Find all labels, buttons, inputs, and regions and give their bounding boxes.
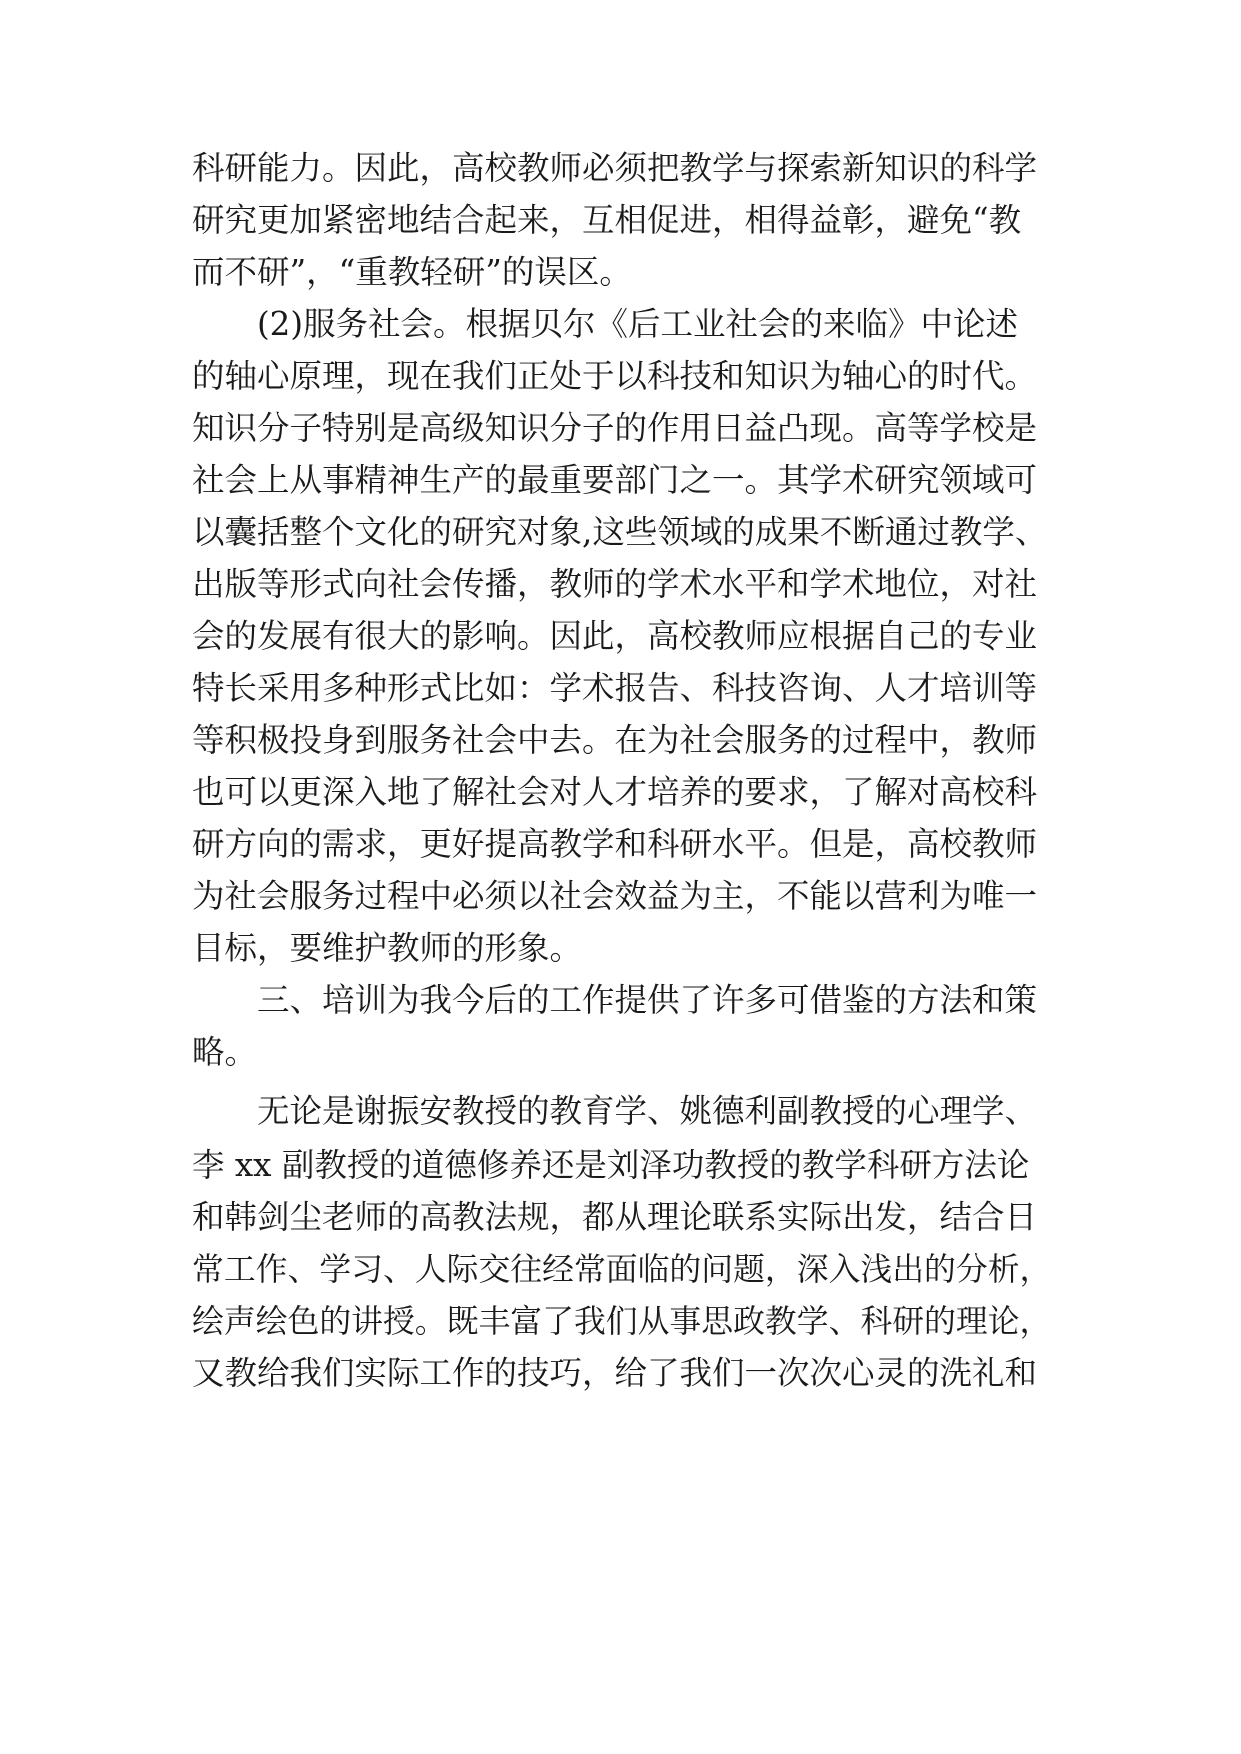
text-line: 绘声绘色的讲授。既丰富了我们从事思政教学、科研的理论， xyxy=(192,1302,1052,1340)
text-line: 特长采用多种形式比如：学术报告、科技咨询、人才培训等 xyxy=(192,669,1038,707)
text-line: 以囊括整个文化的研究对象,这些领域的成果不断通过教学、 xyxy=(192,513,1048,551)
text-line: 研究更加紧密地结合起来，互相促进，相得益彰，避免“教 xyxy=(192,201,1022,239)
section-heading-line: 略。 xyxy=(192,1033,258,1071)
text-line: 李 xx 副教授的道德修养还是刘泽功教授的教学科研方法论 xyxy=(192,1146,1030,1184)
text-line: 为社会服务过程中必须以社会效益为主，不能以营利为唯一 xyxy=(192,877,1038,915)
text-line: 也可以更深入地了解社会对人才培养的要求，了解对高校科 xyxy=(192,773,1038,811)
text-line: 知识分子特别是高级知识分子的作用日益凸现。高等学校是 xyxy=(192,409,1038,447)
text-line: 会的发展有很大的影响。因此，高校教师应根据自己的专业 xyxy=(192,617,1038,655)
text-line: 而不研”，“重教轻研”的误区。 xyxy=(192,253,632,291)
text-line: 社会上从事精神生产的最重要部门之一。其学术研究领域可 xyxy=(192,461,1038,499)
text-line: 常工作、学习、人际交往经常面临的问题，深入浅出的分析， xyxy=(192,1250,1052,1288)
text-line: 科研能力。因此，高校教师必须把教学与探索新知识的科学 xyxy=(192,149,1038,187)
text-line: 和韩剑尘老师的高教法规，都从理论联系实际出发，结合日 xyxy=(192,1198,1038,1236)
paragraph-start-line: (2)服务社会。根据贝尔《后工业社会的来临》中论述 xyxy=(257,305,1019,343)
text-line: 的轴心原理，现在我们正处于以科技和知识为轴心的时代。 xyxy=(192,357,1038,395)
paragraph-start-line: 无论是谢振安教授的教育学、姚德利副教授的心理学、 xyxy=(257,1092,1038,1130)
text-line: 出版等形式向社会传播，教师的学术水平和学术地位，对社 xyxy=(192,565,1038,603)
text-line: 又教给我们实际工作的技巧，给了我们一次次心灵的洗礼和 xyxy=(192,1354,1038,1392)
text-line: 目标，要维护教师的形象。 xyxy=(192,929,583,967)
text-line: 研方向的需求，更好提高教学和科研水平。但是，高校教师 xyxy=(192,825,1038,863)
text-line: 等积极投身到服务社会中去。在为社会服务的过程中，教师 xyxy=(192,721,1038,759)
section-heading-line: 三、培训为我今后的工作提供了许多可借鉴的方法和策 xyxy=(257,981,1038,1019)
